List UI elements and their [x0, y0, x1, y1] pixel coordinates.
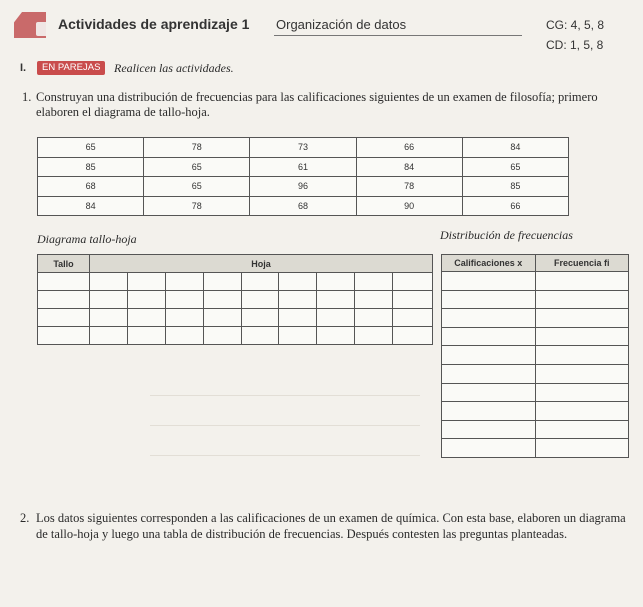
activity-subtitle: Organización de datos	[276, 17, 407, 32]
score-cell: 68	[38, 177, 144, 197]
leaf-cell[interactable]	[279, 309, 317, 327]
leaf-cell[interactable]	[127, 309, 165, 327]
leaf-cell[interactable]	[90, 309, 128, 327]
frequency-row	[442, 327, 629, 346]
leaf-cell[interactable]	[317, 327, 355, 345]
score-cell: 65	[144, 157, 250, 177]
header	[0, 8, 643, 34]
stem-leaf-label: Diagrama tallo-hoja	[37, 232, 137, 246]
score-cell: 85	[38, 157, 144, 177]
leaf-cell[interactable]	[355, 327, 393, 345]
scores-row	[38, 177, 569, 197]
stem-cell[interactable]	[38, 327, 90, 345]
leaf-cell[interactable]	[203, 327, 241, 345]
bookmark-icon	[14, 12, 46, 38]
frequency-cell[interactable]	[535, 364, 628, 383]
leaf-cell[interactable]	[90, 291, 128, 309]
freq-header: Frecuencia fi	[535, 255, 628, 272]
frequency-cell[interactable]	[535, 346, 628, 365]
leaf-cell[interactable]	[317, 273, 355, 291]
leaf-cell[interactable]	[279, 327, 317, 345]
leaf-cell[interactable]	[241, 327, 279, 345]
score-value-cell[interactable]	[442, 346, 536, 365]
stem-leaf-row	[38, 291, 433, 309]
score-value-cell[interactable]	[442, 383, 536, 402]
frequency-row	[442, 309, 629, 328]
leaf-cell[interactable]	[393, 291, 433, 309]
cd-codes: CD: 1, 5, 8	[546, 38, 604, 52]
activity-title: Actividades de aprendizaje 1	[58, 16, 250, 32]
score-cell: 68	[250, 196, 356, 216]
leaf-cell[interactable]	[165, 309, 203, 327]
leaf-cell[interactable]	[393, 273, 433, 291]
score-cell: 65	[144, 177, 250, 197]
score-value-cell[interactable]	[442, 439, 536, 458]
leaf-cell[interactable]	[279, 273, 317, 291]
frequency-row	[442, 364, 629, 383]
leaf-cell[interactable]	[393, 309, 433, 327]
leaf-cell[interactable]	[165, 291, 203, 309]
leaf-cell[interactable]	[90, 273, 128, 291]
section-number: I.	[20, 62, 27, 74]
leaf-cell[interactable]	[165, 273, 203, 291]
score-cell: 65	[38, 138, 144, 158]
question-2-text: Los datos siguientes corresponden a las calificaciones de un examen de química. Con esta base, elaboren un diagrama de tallo-hoja y luego una tabla de distribución de frecuencias. Después contesten las preguntas planteadas.	[36, 511, 626, 541]
leaf-cell[interactable]	[127, 291, 165, 309]
frequency-label: Distribución de frecuencias	[440, 228, 573, 242]
frequency-row	[442, 402, 629, 421]
score-cell: 84	[38, 196, 144, 216]
leaf-cell[interactable]	[203, 273, 241, 291]
leaf-header: Hoja	[90, 255, 433, 273]
leaf-cell[interactable]	[203, 309, 241, 327]
leaf-cell[interactable]	[165, 327, 203, 345]
score-cell: 84	[356, 157, 462, 177]
header-underline	[274, 35, 522, 36]
score-value-cell[interactable]	[442, 364, 536, 383]
score-cell: 66	[356, 138, 462, 158]
frequency-row	[442, 272, 629, 291]
score-value-cell[interactable]	[442, 290, 536, 309]
score-cell: 78	[144, 138, 250, 158]
stem-leaf-row	[38, 273, 433, 291]
cg-codes: CG: 4, 5, 8	[546, 18, 605, 32]
scores-header: Calificaciones x	[442, 255, 536, 272]
question-2-number: 2.	[20, 511, 30, 525]
frequency-cell[interactable]	[535, 383, 628, 402]
stem-header: Tallo	[38, 255, 90, 273]
frequency-row	[442, 346, 629, 365]
score-cell: 96	[250, 177, 356, 197]
score-cell: 90	[356, 196, 462, 216]
stem-cell[interactable]	[38, 309, 90, 327]
scores-table	[37, 137, 569, 216]
pairs-badge: EN PAREJAS	[37, 61, 105, 75]
frequency-row	[442, 290, 629, 309]
score-cell: 65	[462, 157, 568, 177]
leaf-cell[interactable]	[317, 291, 355, 309]
scores-row	[38, 138, 569, 158]
leaf-cell[interactable]	[355, 309, 393, 327]
score-value-cell[interactable]	[442, 420, 536, 439]
leaf-cell[interactable]	[241, 273, 279, 291]
score-value-cell[interactable]	[442, 402, 536, 421]
frequency-row	[442, 420, 629, 439]
score-value-cell[interactable]	[442, 309, 536, 328]
stem-leaf-row	[38, 327, 433, 345]
frequency-row	[442, 439, 629, 458]
leaf-cell[interactable]	[203, 291, 241, 309]
leaf-cell[interactable]	[127, 273, 165, 291]
leaf-cell[interactable]	[279, 291, 317, 309]
score-cell: 85	[462, 177, 568, 197]
leaf-cell[interactable]	[355, 291, 393, 309]
leaf-cell[interactable]	[127, 327, 165, 345]
score-value-cell[interactable]	[442, 327, 536, 346]
stem-leaf-row	[38, 309, 433, 327]
score-cell: 73	[250, 138, 356, 158]
showthrough-line	[150, 425, 420, 426]
scores-row	[38, 157, 569, 177]
leaf-cell[interactable]	[241, 291, 279, 309]
frequency-cell[interactable]	[535, 420, 628, 439]
stem-cell[interactable]	[38, 291, 90, 309]
leaf-cell[interactable]	[317, 309, 355, 327]
score-cell: 84	[462, 138, 568, 158]
question-1-text: Construyan una distribución de frecuencias para las calificaciones siguientes de un examen de filosofía; primero elaboren el diagrama de tallo-hoja.	[36, 90, 598, 119]
stem-leaf-table	[37, 254, 433, 345]
frequency-cell[interactable]	[535, 290, 628, 309]
leaf-cell[interactable]	[241, 309, 279, 327]
scores-row	[38, 196, 569, 216]
question-1-number: 1.	[22, 90, 32, 104]
score-cell: 78	[144, 196, 250, 216]
frequency-row	[442, 383, 629, 402]
frequency-cell[interactable]	[535, 272, 628, 291]
showthrough-line	[150, 395, 420, 396]
leaf-cell[interactable]	[393, 327, 433, 345]
leaf-cell[interactable]	[90, 327, 128, 345]
frequency-table	[441, 254, 629, 458]
frequency-cell[interactable]	[535, 309, 628, 328]
score-cell: 78	[356, 177, 462, 197]
frequency-cell[interactable]	[535, 402, 628, 421]
frequency-cell[interactable]	[535, 327, 628, 346]
score-cell: 61	[250, 157, 356, 177]
score-cell: 66	[462, 196, 568, 216]
frequency-cell[interactable]	[535, 439, 628, 458]
showthrough-line	[150, 455, 420, 456]
section-instruction: Realicen las actividades.	[114, 61, 234, 75]
leaf-cell[interactable]	[355, 273, 393, 291]
stem-cell[interactable]	[38, 273, 90, 291]
score-value-cell[interactable]	[442, 272, 536, 291]
